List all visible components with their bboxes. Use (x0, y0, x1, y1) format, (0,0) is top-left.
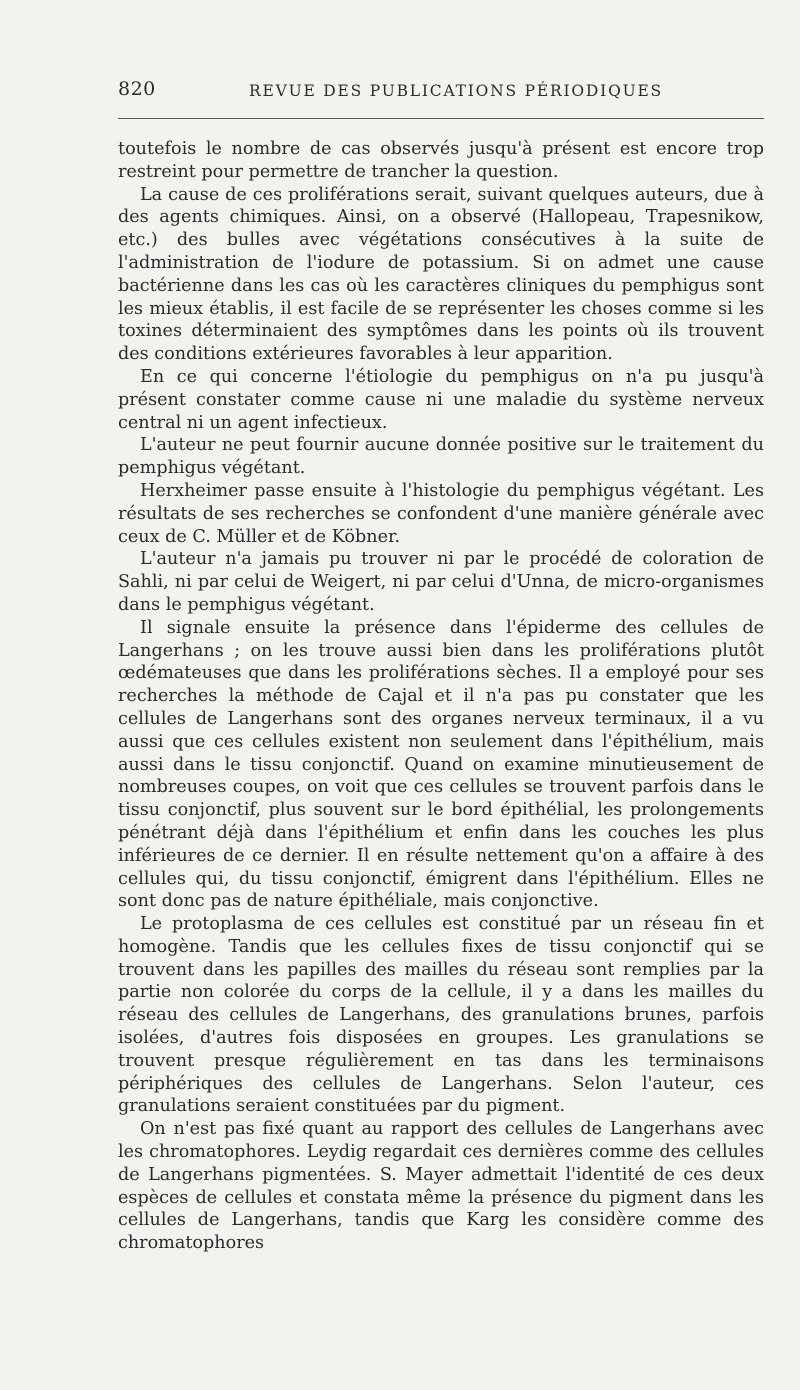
paragraph: Il signale ensuite la présence dans l'épiderme des cellules de Langerhans ; on les trouve aussi bien dans les proliférations plutôt œdémateuses que dans les proliférations sèches. Il a employé pour ses recherches la méthode de Cajal et il n'a pas pu constater que les cellules de Langerhans sont des organes nerveux terminaux, il a vu aussi que ces cellules existent non seulement dans l'épithélium, mais aussi dans le tissu conjonctif. Quand on examine minutieusement de nombreuses coupes, on voit que ces cellules se trouvent parfois dans le tissu conjonctif, plus souvent sur le bord épithélial, les prolongements pénétrant déjà dans l'épithélium et enfin dans les couches les plus inférieures de ce dernier. Il en résulte nettement qu'on a affaire à des cellules qui, du tissu conjonctif, émigrent dans l'épithélium. Elles ne sont donc pas de nature épithéliale, mais conjonctive. (118, 617, 764, 912)
body-text (118, 138, 764, 1255)
paragraph: toutefois le nombre de cas observés jusqu'à présent est encore trop restreint pour permettre de trancher la question. (118, 139, 764, 182)
paragraph: Le protoplasma de ces cellules est constitué par un réseau fin et homogène. Tandis que les cellules fixes de tissu conjonctif qui se trouvent dans les papilles des mailles du réseau sont remplies par la partie non colorée du corps de la cellule, il y a dans les mailles du réseau des cellules de Langerhans, des granulations brunes, parfois isolées, d'autres fois disposées en groupes. Les granulations se trouvent presque régulièrement en tas dans les terminaisons périphériques des cellules de Langerhans. Selon l'auteur, ces granulations seraient constituées par du pigment. (118, 914, 764, 1117)
page-header (118, 78, 764, 104)
page-number: 820 (118, 78, 156, 100)
paragraph: La cause de ces proliférations serait, suivant quelques auteurs, due à des agents chimiques. Ainsi, on a observé (Hallopeau, Trapesnikow, etc.) des bulles avec végétations consécutives à la suite de l'administration de l'iodure de potassium. Si on admet une cause bactérienne dans les cas où les caractères cliniques du pemphigus sont les mieux établis, il est facile de se représenter les choses comme si les toxines déterminaient des symptômes dans les points où ils trouvent des conditions extérieures favorables à leur apparition. (118, 184, 764, 365)
header-rule (118, 118, 764, 119)
paragraph: En ce qui concerne l'étiologie du pemphigus on n'a pu jusqu'à présent constater comme cause ni une maladie du système nerveux central ni un agent infectieux. (118, 366, 764, 433)
paragraph: L'auteur n'a jamais pu trouver ni par le procédé de coloration de Sahli, ni par celui de Weigert, ni par celui d'Unna, de micro-organismes dans le pemphigus végétant. (118, 549, 764, 615)
paragraph: L'auteur ne peut fournir aucune donnée positive sur le traitement du pemphigus végétant. (118, 435, 764, 479)
paragraph: On n'est pas fixé quant au rapport des cellules de Langerhans avec les chromatophores. Leydig regardait ces dernières comme des cellules de Langerhans pigmentées. S. Mayer admettait l'identité de ces deux espèces de cellules et constata même la présence du pigment dans les cellules de Langerhans, tandis que Karg les considère comme des chromatophores (118, 1119, 764, 1254)
running-title: REVUE DES PUBLICATIONS PÉRIODIQUES (249, 82, 663, 100)
paragraph: Herxheimer passe ensuite à l'histologie du pemphigus végétant. Les résultats de ses recherches se confondent d'une manière générale avec ceux de C. Müller et de Köbner. (118, 480, 764, 547)
